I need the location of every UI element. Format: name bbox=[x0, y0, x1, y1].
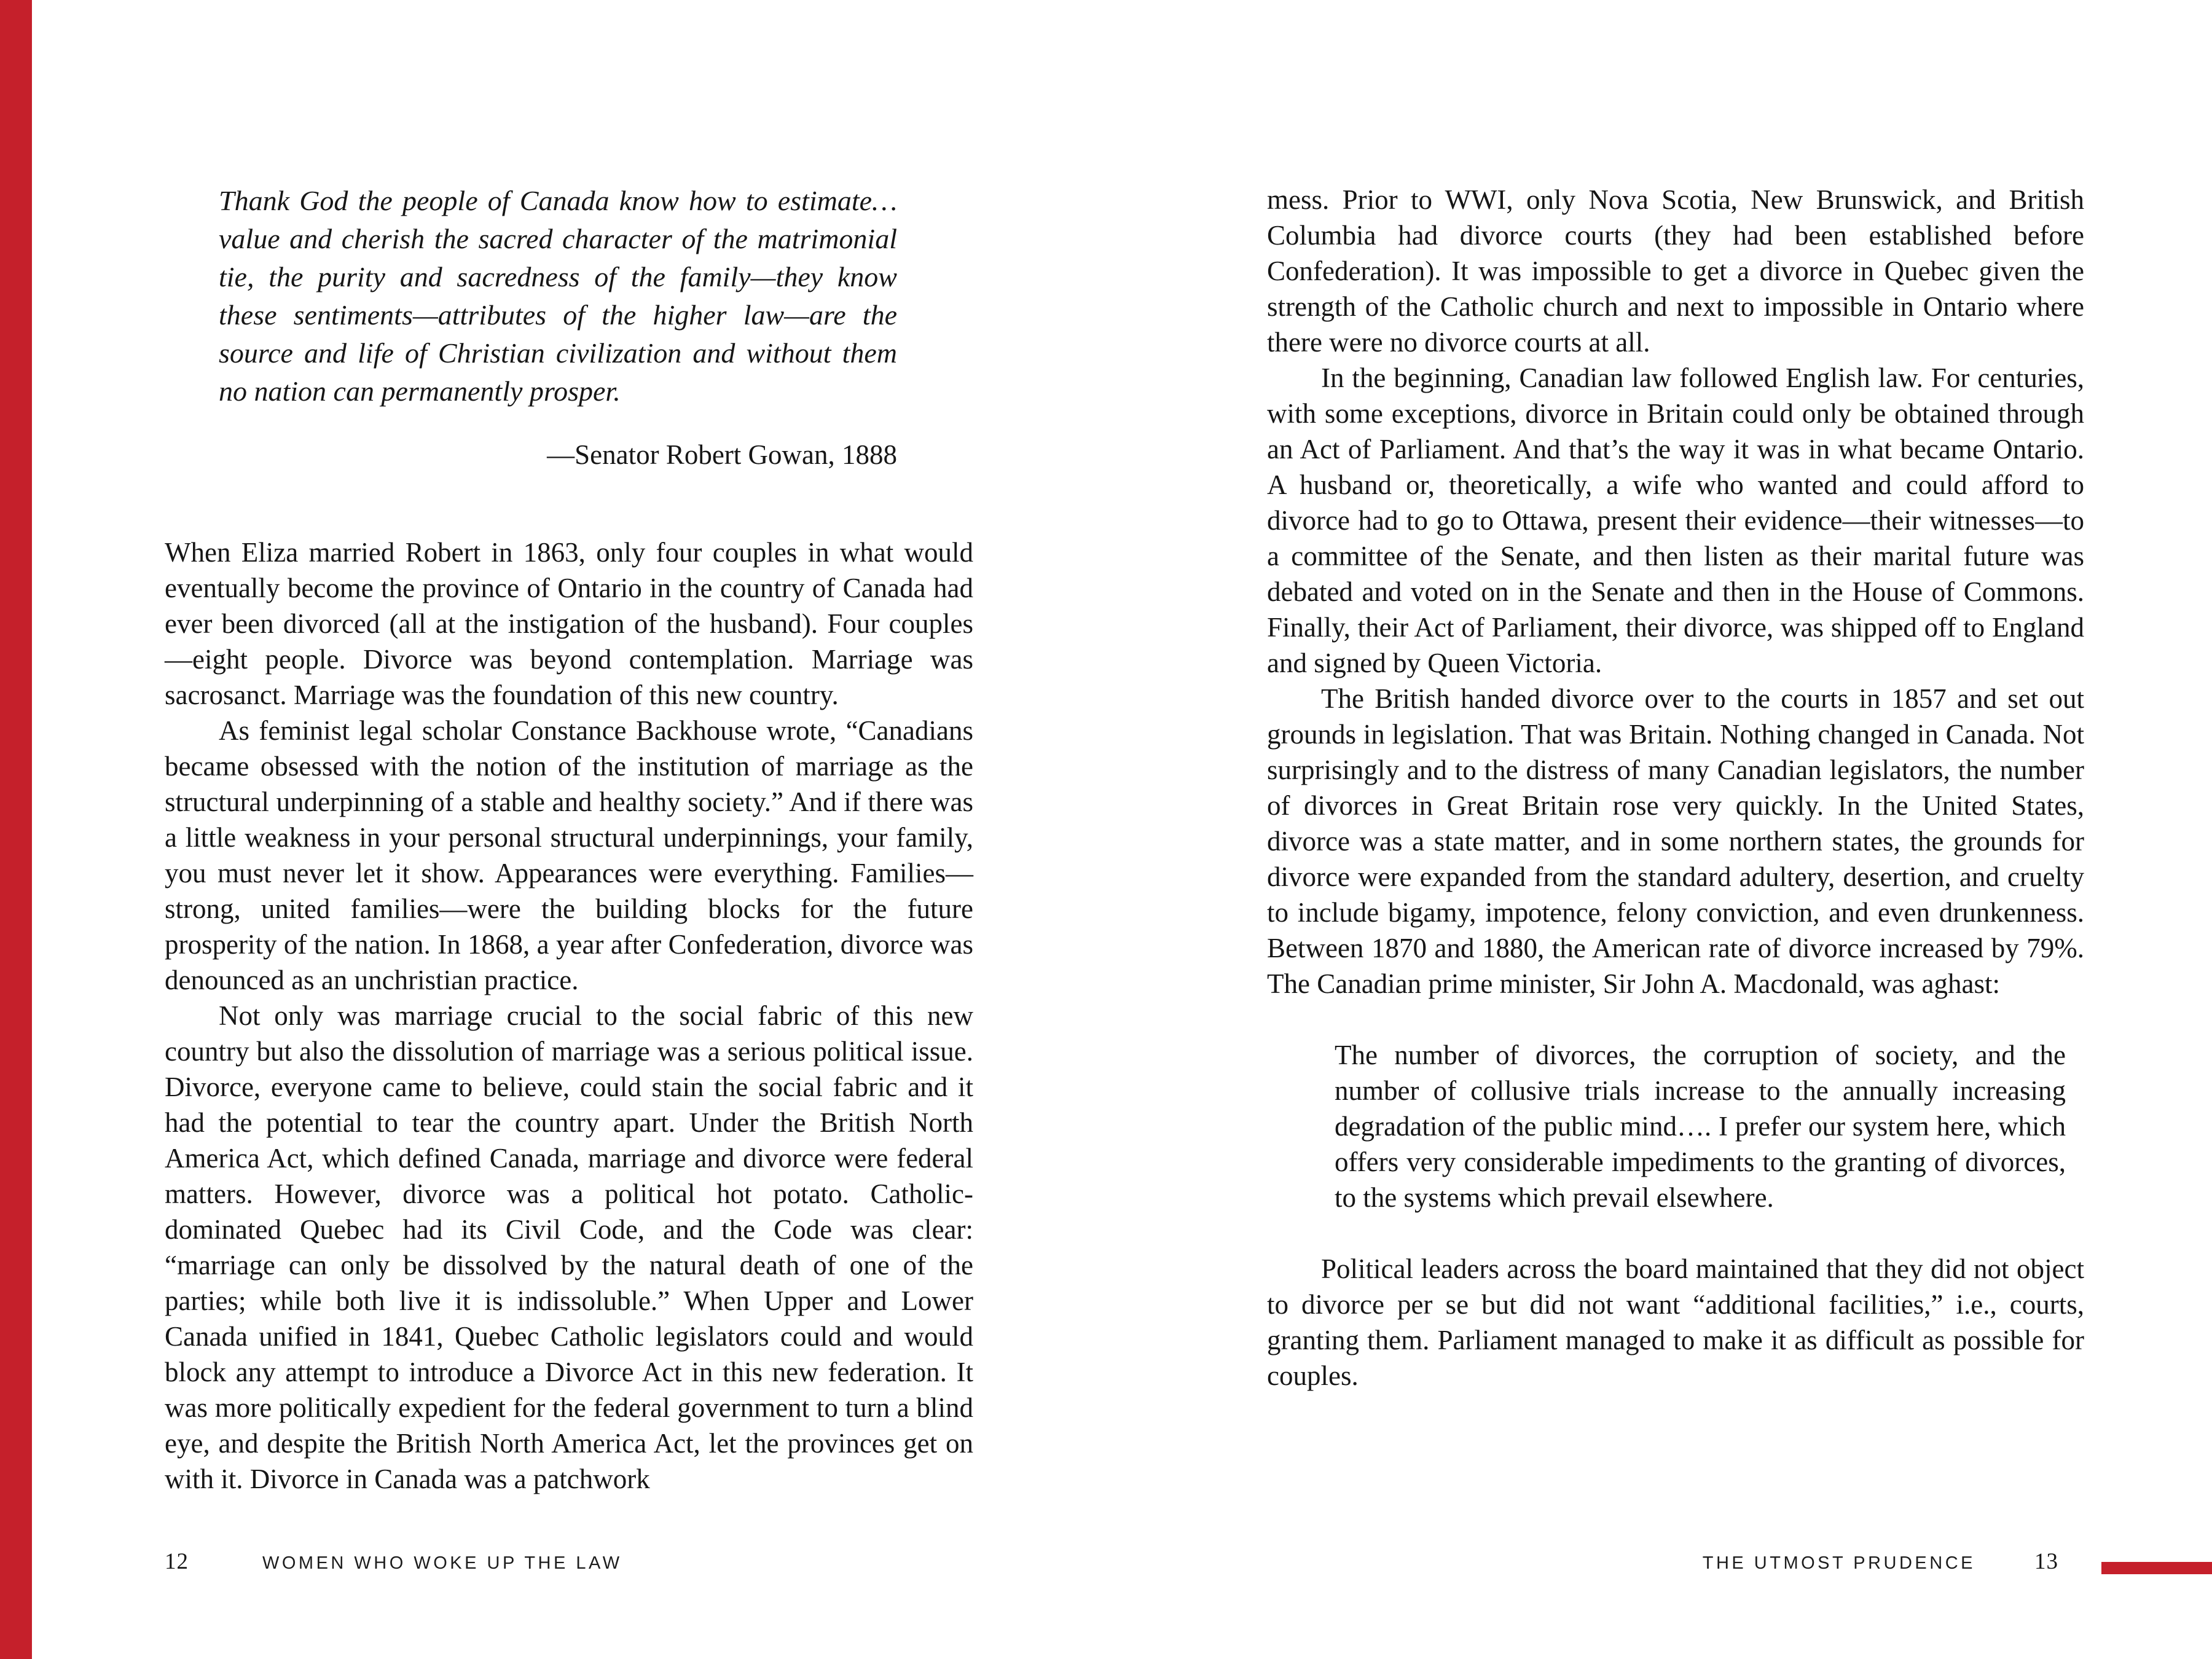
body-paragraph: When Eliza married Robert in 1863, only four couples in what would eventually become the province of Ontario in the country of Canada had ever been divorced (all at the instigation of the husband). Four couples—eight people. Divorce was beyond contemplation. Marriage was sacrosanct. Marriage was the foundation of this new country. bbox=[165, 537, 973, 710]
block-quote: The number of divorces, the corruption of society, and the number of collusive trials increase to the annually increasing degradation of the public mind…. I prefer our system here, which offers very considerable impediments to the granting of divorces, to the systems which prevail elsewhere. bbox=[1335, 1040, 2066, 1213]
body-paragraph: mess. Prior to WWI, only Nova Scotia, New Brunswick, and British Columbia had divorce courts (they had been established before Confederation). It was impossible to get a divorce in Quebec given the strength of the Catholic church and next to impossible in Ontario where there were no divorce courts at all. bbox=[1267, 184, 2084, 358]
left-body-text bbox=[165, 535, 973, 1497]
body-paragraph: Political leaders across the board maintained that they did not object to divorce per se but did not want “additional facilities,” i.e., courts, granting them. Parliament managed to make it as difficult as possible for couples. bbox=[1267, 1253, 2084, 1391]
right-page bbox=[1267, 0, 2084, 1659]
epigraph-quote: Thank God the people of Canada know how to estimate… value and cherish the sacred character of the matrimonial tie, the purity and sacredness of the family—they know these sentiments—attributes of the higher law—are the source and life of Christian civilization and without them no nation can permanently prosper. bbox=[219, 185, 897, 407]
footer-accent-rule bbox=[2101, 1562, 2212, 1574]
chapter-edge-strip bbox=[0, 0, 32, 1659]
page-number-left: 12 bbox=[165, 1549, 189, 1574]
left-footer bbox=[165, 1548, 622, 1575]
body-paragraph: As feminist legal scholar Constance Backhouse wrote, “Canadians became obsessed with the notion of the institution of marriage as the structural underpinning of a stable and healthy society.” And if there was a little weakness in your personal structural underpinnings, your family, you must never let it show. Appearances were everything. Families—strong, united families—were the building blocks for the future prosperity of the nation. In 1868, a year after Confederation, divorce was denounced as an unchristian practice. bbox=[165, 715, 973, 995]
epigraph-attribution: —Senator Robert Gowan, 1888 bbox=[547, 439, 897, 470]
right-body-text bbox=[1267, 182, 2084, 1002]
right-footer bbox=[1267, 1548, 2058, 1575]
body-paragraph: In the beginning, Canadian law followed English law. For centuries, with some exceptions, divorce in Britain could only be obtained through an Act of Parliament. And that’s the way it was in what became Ontario. A husband or, theoretically, a wife who wanted and could afford to divorce had to go to Ottawa, present their evidence—their witnesses—to a committee of the Senate, and then listen as their marital future was debated and voted on in the Senate and then in the House of Commons. Finally, their Act of Parliament, their divorce, was shipped off to England and signed by Queen Victoria. bbox=[1267, 363, 2084, 678]
body-paragraph: The British handed divorce over to the courts in 1857 and set out grounds in legislation. That was Britain. Nothing changed in Canada. Not surprisingly and to the distress of many Canadian legislators, the number of divorces in Great Britain rose very quickly. In the United States, divorce was a state matter, and in some northern states, the grounds for divorce were expanded from the standard adultery, desertion, and cruelty to include bigamy, impotence, felony conviction, and even drunkenness. Between 1870 and 1880, the American rate of divorce increased by 79%. The Canadian prime minister, Sir John A. Macdonald, was aghast: bbox=[1267, 683, 2084, 999]
running-title-book: WOMEN WHO WOKE UP THE LAW bbox=[262, 1553, 622, 1573]
right-body-text-continued bbox=[1267, 1251, 2084, 1394]
left-page bbox=[165, 0, 973, 1659]
body-paragraph: Not only was marriage crucial to the social fabric of this new country but also the dissolution of marriage was a serious political issue. Divorce, everyone came to believe, could stain the social fabric and it had the potential to tear the country apart. Under the British North America Act, which defined Canada, marriage and divorce were federal matters. However, divorce was a political hot potato. Catholic-dominated Quebec had its Civil Code, and the Code was clear: “marriage can only be dissolved by the natural death of one of the parties; while both live it is indissoluble.” When Upper and Lower Canada unified in 1841, Quebec Catholic legislators could and would block any attempt to introduce a Divorce Act in this new federation. It was more politically expedient for the federal government to turn a blind eye, and despite the British North America Act, let the provinces get on with it. Divorce in Canada was a patchwork bbox=[165, 1000, 973, 1494]
running-title-chapter: THE UTMOST PRUDENCE bbox=[1702, 1553, 1975, 1573]
page-number-right: 13 bbox=[2034, 1549, 2058, 1574]
